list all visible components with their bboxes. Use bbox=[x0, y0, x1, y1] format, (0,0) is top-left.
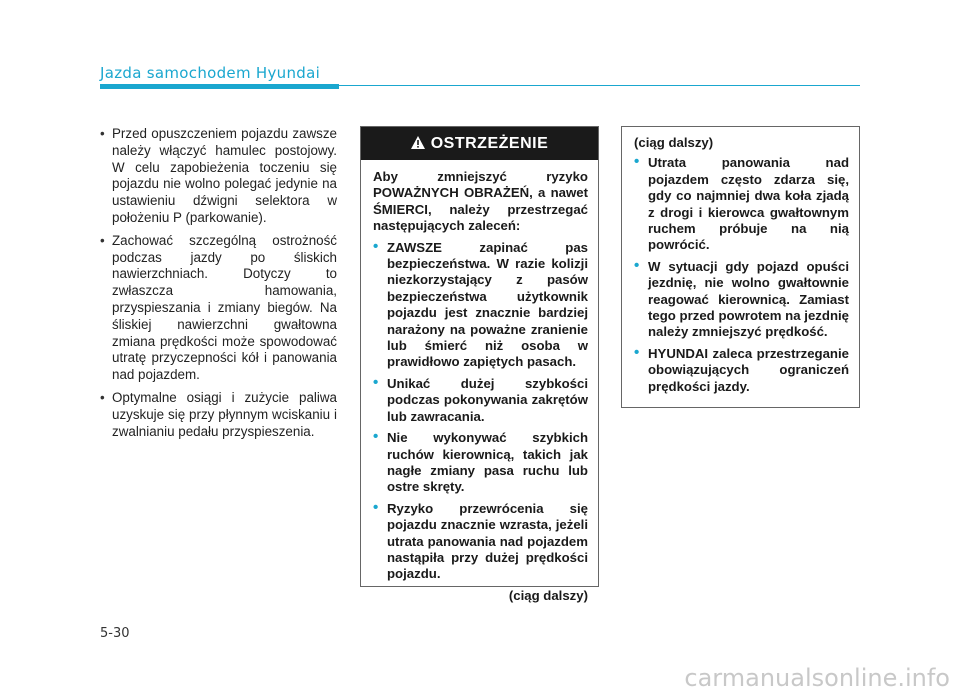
warning-item: • Ryzyko przewrócenia się pojazdu znacznie wzrasta, jeżeli utrata panowania nad pojazdem nastąpiła przy dużej prędkości pojazdu. bbox=[373, 501, 588, 583]
warning-item: • W sytuacji gdy pojazd opuści jezdnię, nie wolno gwałtownie reagować kierownicą. Zamiast tego przed powrotem na jezdnię należy zmniejszyć prędkość. bbox=[634, 259, 849, 341]
watermark: carmanualsonline.info bbox=[684, 664, 950, 692]
warning-item: • Unikać dużej szybkości podczas pokonywania zakrętów lub zawracania. bbox=[373, 376, 588, 425]
warning-item: • Nie wykonywać szybkich ruchów kierownicą, takich jak nagłe zmiany pasa ruchu lub ostre skręty. bbox=[373, 430, 588, 496]
continuation-body bbox=[622, 127, 859, 395]
list-item: • Przed opuszczeniem pojazdu zawsze należy włączyć hamulec postojowy. W celu zapobieżenia toczeniu się pojazdu nie wolno polegać jedynie na ustawieniu dźwigni selektora w położeniu P (parkowanie). bbox=[100, 126, 337, 227]
left-column bbox=[100, 126, 337, 446]
header-rule bbox=[339, 85, 860, 86]
list-item: • Optymalne osiągi i zużycie paliwa uzyskuje się przy płynnym wciskaniu i zwalnianiu pedału przyspieszenia. bbox=[100, 390, 337, 440]
warning-item: • HYUNDAI zaleca przestrzeganie obowiązujących ograniczeń prędkości jazdy. bbox=[634, 346, 849, 395]
warning-item: • ZAWSZE zapinać pas bezpieczeństwa. W razie kolizji niezkorzystający z pasów bezpieczeństwa użytkownik pojazdu jest znacznie bardziej narażony na poważne zranienie lub śmierć niż osoba w prawidłowo zapiętych pasach. bbox=[373, 240, 588, 371]
warning-intro: Aby zmniejszyć ryzyko POWAŻNYCH OBRAŻEŃ, a nawet ŚMIERCI, należy przestrzegać następujących zaleceń: bbox=[373, 169, 588, 234]
warning-box bbox=[360, 126, 599, 603]
list-item: • Zachować szczególną ostrożność podczas jazdy po śliskich nawierzchniach. Dotyczy to zwłaszcza hamowania, przyspieszania i zmiany biegów. Na śliskiej nawierzchni gwałtowna zmiana prędkości może spowodować utratę przyczepności kół i panowania nad pojazdem. bbox=[100, 233, 337, 384]
section-title: Jazda samochodem Hyundai bbox=[100, 64, 321, 82]
continued-label: (ciąg dalszy) bbox=[508, 587, 588, 603]
warning-header bbox=[361, 127, 598, 160]
page-number: 5-30 bbox=[100, 626, 130, 641]
header-accent-bar bbox=[100, 84, 339, 89]
warning-item: • Utrata panowania nad pojazdem często zdarza się, gdy co najmniej dwa koła zjadą z drogi i kierowca gwałtownym ruchem próbuje na nią powrócić. bbox=[634, 155, 849, 253]
warning-triangle-icon bbox=[411, 136, 425, 152]
warning-body bbox=[361, 160, 598, 604]
warning-title: OSTRZEŻENIE bbox=[430, 134, 549, 152]
warning-continuation-box bbox=[621, 126, 860, 408]
continuation-label: (ciąg dalszy) bbox=[634, 135, 714, 150]
